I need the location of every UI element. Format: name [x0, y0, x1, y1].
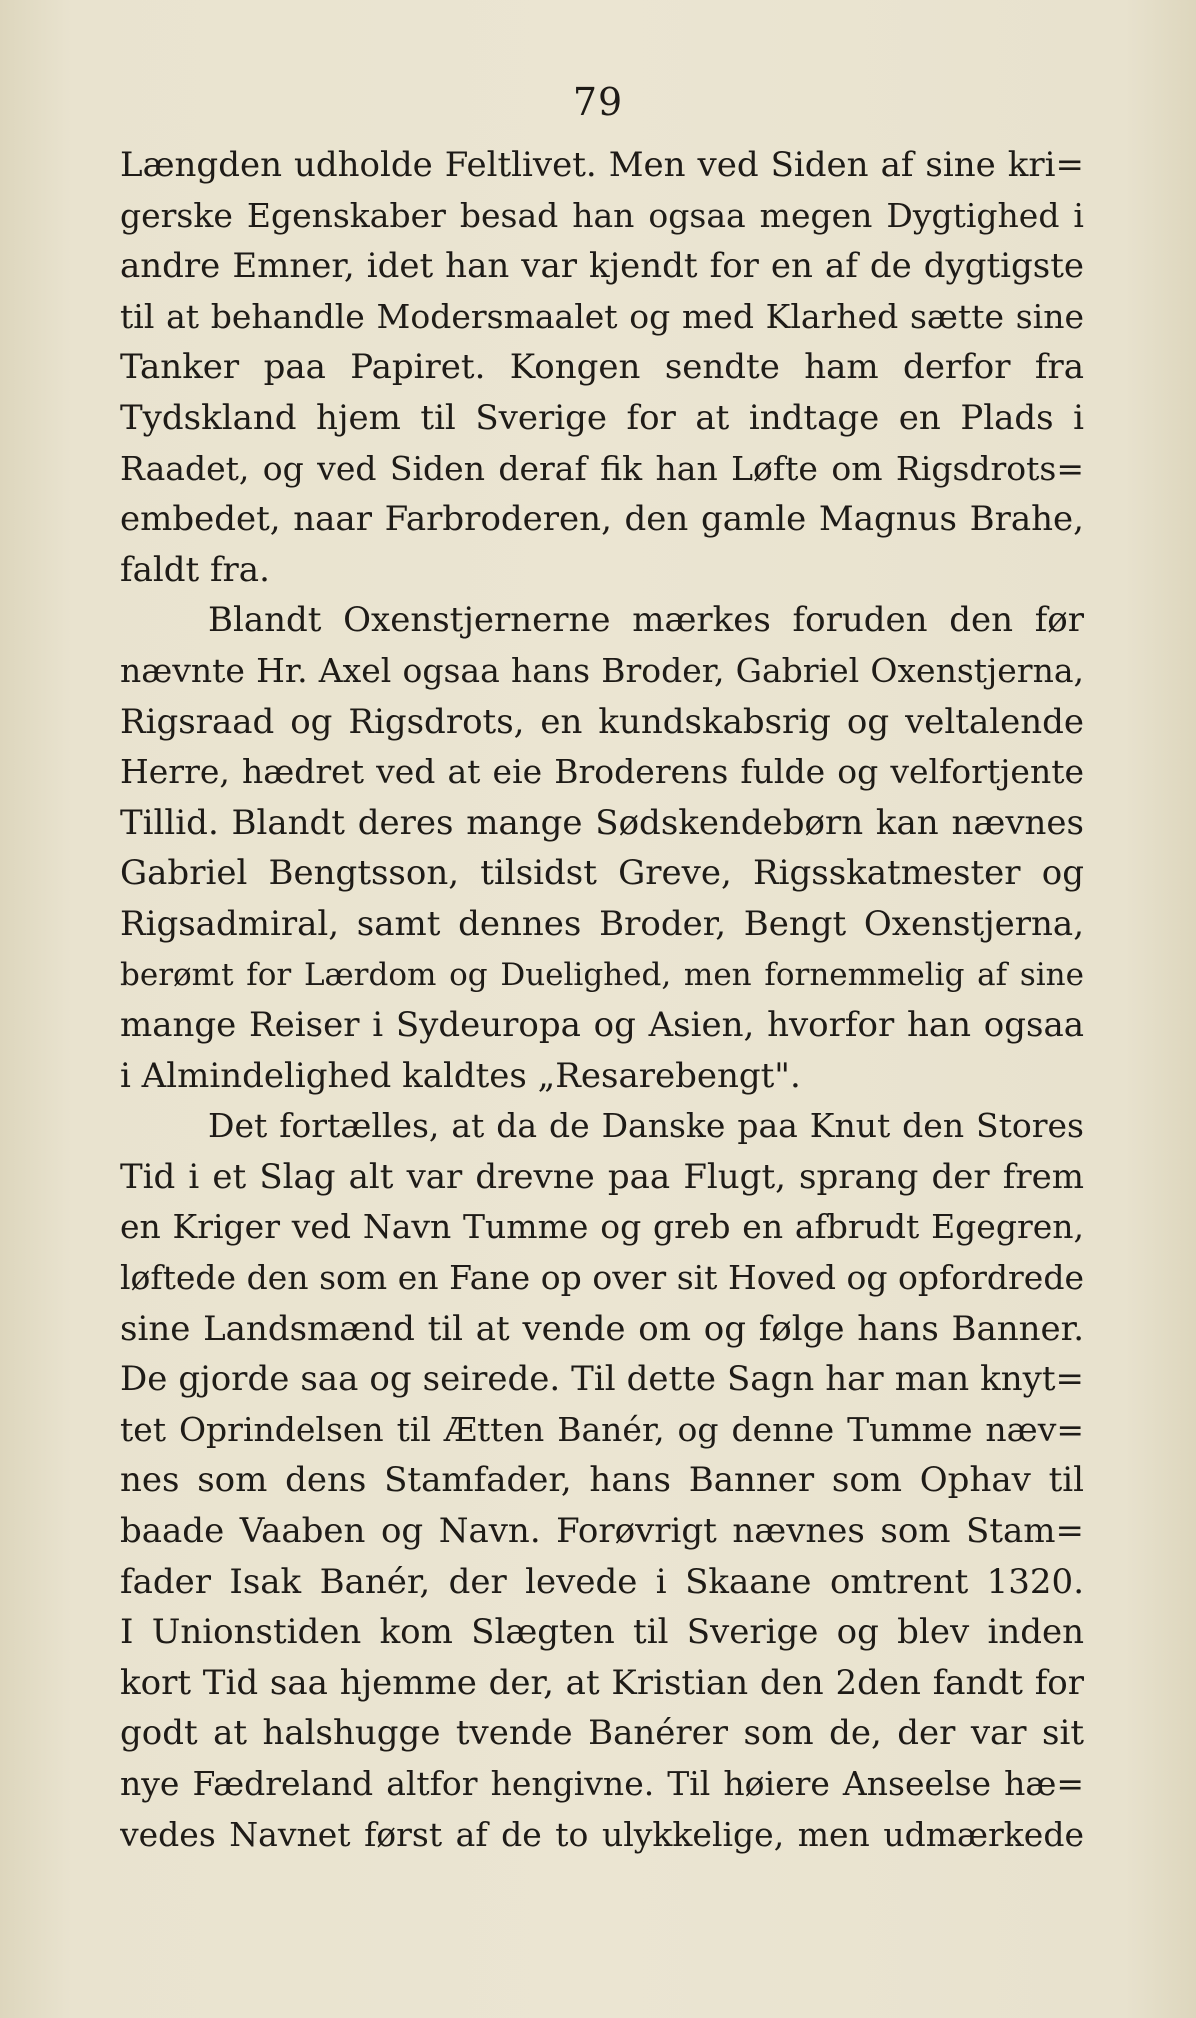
text-line: en Kriger ved Navn Tumme og greb en afbrudt Egegren, [120, 1207, 1084, 1247]
page-number: 79 [572, 80, 624, 124]
text-line: gerske Egenskaber besad han ogsaa megen Dygtighed i [120, 195, 1084, 235]
text-line: vedes Navnet først af de to ulykkelige, men udmærkede [120, 1814, 1084, 1854]
text-line: Tid i et Slag alt var drevne paa Flugt, sprang der frem [120, 1156, 1084, 1197]
text-line: De gjorde saa og seirede. Til dette Sagn har man knyt= [120, 1359, 1084, 1400]
text-line: nye Fædreland altfor hengivne. Til høiere Anseelse hæ= [120, 1764, 1084, 1803]
text-line: Rigsraad og Rigsdrots, en kundskabsrig og veltalende [120, 701, 1084, 742]
text-line: nævnte Hr. Axel ogsaa hans Broder, Gabriel Oxenstjerna, [120, 650, 1084, 690]
text-line: Tillid. Blandt deres mange Sødskendebørn kan nævnes [120, 802, 1084, 843]
text-line: berømt for Lærdom og Duelighed, men fornemmelig af sine [120, 956, 1084, 993]
text-line: faldt fra. [120, 549, 270, 590]
text-line: Blandt Oxenstjernerne mærkes foruden den før [208, 600, 1084, 641]
text-line: til at behandle Modersmaalet og med Klarhed sætte sine [120, 296, 1084, 336]
body-text [120, 140, 1084, 1860]
text-line: kort Tid saa hjemme der, at Kristian den 2den fandt for [120, 1662, 1084, 1703]
text-line: andre Emner, idet han var kjendt for en af de dygtigste [120, 246, 1084, 287]
text-line: fader Isak Banér, der levede i Skaane omtrent 1320. [120, 1561, 1084, 1602]
text-line: Det fortælles, at da de Danske paa Knut den Stores [208, 1106, 1084, 1146]
text-line: godt at halshugge tvende Banérer som de, der var sit [120, 1713, 1084, 1754]
text-line: I Unionstiden kom Slægten til Sverige og blev inden [120, 1612, 1084, 1653]
text-line: tet Oprindelsen til Ætten Banér, og denne Tumme næv= [120, 1409, 1084, 1449]
text-line: sine Landsmænd til at vende om og følge hans Banner. [120, 1308, 1084, 1349]
text-line: Herre, hædret ved at eie Broderens fulde og velfortjente [120, 752, 1084, 792]
text-line: Længden udholde Feltlivet. Men ved Siden af sine kri= [120, 145, 1084, 185]
text-line: Tanker paa Papiret. Kongen sendte ham derfor fra [120, 347, 1084, 388]
text-line: i Almindelighed kaldtes „Resarebengt". [120, 1055, 801, 1096]
text-line: mange Reiser i Sydeuropa og Asien, hvorfor han ogsaa [120, 1005, 1084, 1046]
text-line: Raadet, og ved Siden deraf fik han Løfte om Rigsdrots= [120, 448, 1084, 488]
text-line: Tydskland hjem til Sverige for at indtage en Plads i [120, 397, 1084, 438]
text-line: Rigsadmiral, samt dennes Broder, Bengt Oxenstjerna, [120, 903, 1084, 944]
text-line: Gabriel Bengtsson, tilsidst Greve, Rigsskatmester og [120, 853, 1084, 894]
text-line: løftede den som en Fane op over sit Hoved og opfordrede [120, 1258, 1084, 1298]
text-line: nes som dens Stamfader, hans Banner som Ophav til [120, 1460, 1084, 1501]
text-line: embedet, naar Farbroderen, den gamle Magnus Brahe, [120, 499, 1084, 540]
text-line: baade Vaaben og Navn. Forøvrigt nævnes som Stam= [120, 1511, 1084, 1552]
